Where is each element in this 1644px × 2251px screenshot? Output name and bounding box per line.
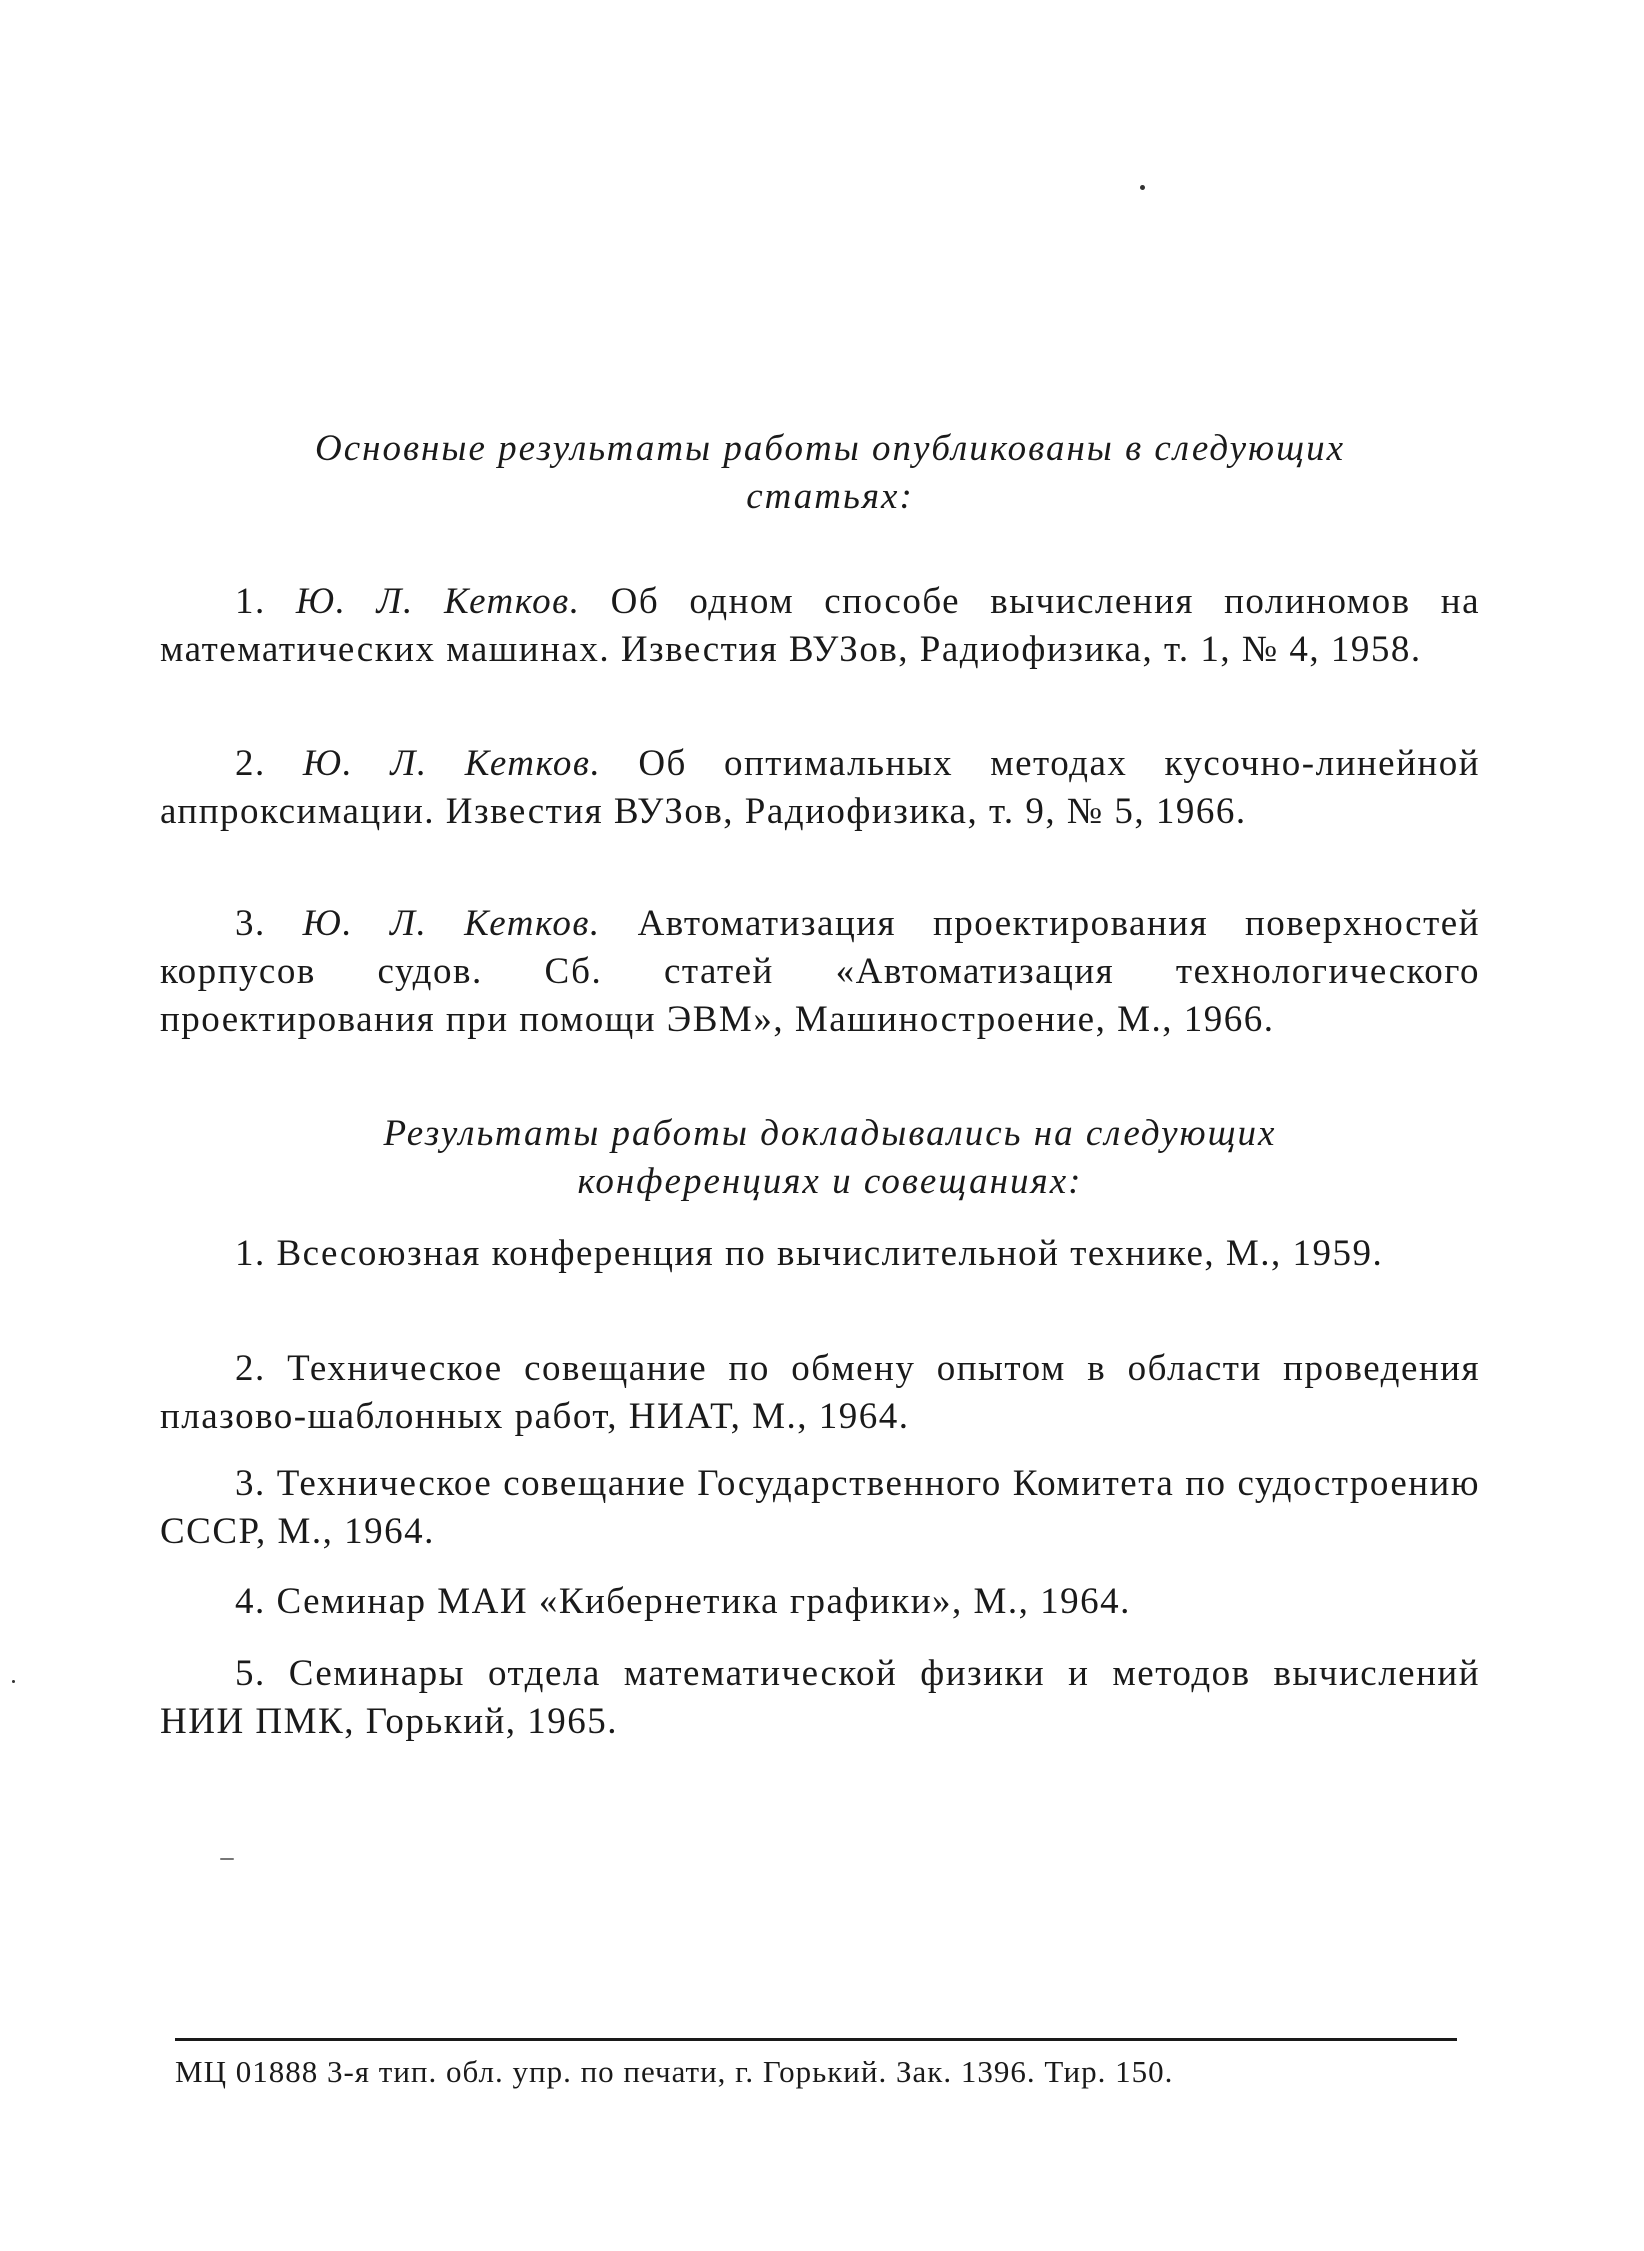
publication-author: Ю. Л. Кетков. <box>295 581 581 622</box>
scan-speck <box>12 1680 15 1683</box>
publication-item <box>160 900 1480 1044</box>
conference-item <box>160 1578 1480 1626</box>
conferences-heading <box>180 1110 1480 1206</box>
publications-heading-line-1: Основные результаты работы опубликованы в следующих <box>314 428 1346 469</box>
publication-text: Об оптимальных методах кусочно-линейной аппроксимации. Известия ВУЗов, Радиофизика, т. 9, № 5, 1966. <box>160 743 1481 832</box>
conference-item <box>160 1650 1480 1746</box>
publication-text: Автоматизация проектирования поверхностей корпусов судов. Сб. статей «Автоматизация технологического проектирования при помощи ЭВМ», Машиностроение, М., 1966. <box>160 903 1481 1040</box>
conference-number: 1. <box>235 1233 266 1274</box>
publication-item <box>160 578 1480 674</box>
publication-number: 3. <box>235 903 266 944</box>
scan-speck <box>220 1858 234 1860</box>
conference-number: 3. <box>235 1463 266 1504</box>
conference-text: Всесоюзная конференция по вычислительной технике, М., 1959. <box>276 1233 1384 1274</box>
publication-number: 1. <box>235 581 266 622</box>
publication-number: 2. <box>235 743 266 784</box>
printing-imprint: МЦ 01888 3-я тип. обл. упр. по печати, г. Горький. Зак. 1396. Тир. 150. <box>175 2054 1174 2089</box>
publication-author: Ю. Л. Кетков. <box>302 903 601 944</box>
conference-item <box>160 1345 1480 1441</box>
conference-text: Семинар МАИ «Кибернетика графики», М., 1964. <box>276 1581 1131 1622</box>
scan-speck <box>1140 185 1145 190</box>
publication-author: Ю. Л. Кетков. <box>302 743 602 784</box>
conference-number: 4. <box>235 1581 266 1622</box>
conferences-heading-line-1: Результаты работы докладывались на следующих <box>383 1113 1277 1154</box>
conference-number: 5. <box>235 1653 266 1694</box>
publication-text: Об одном способе вычисления полиномов на математических машинах. Известия ВУЗов, Радиофизика, т. 1, № 4, 1958. <box>160 581 1481 670</box>
conferences-heading-line-2: конференциях и совещаниях: <box>577 1161 1083 1202</box>
publication-item <box>160 740 1480 836</box>
conference-item <box>160 1230 1480 1278</box>
conference-item <box>160 1460 1480 1556</box>
publications-heading <box>180 425 1480 521</box>
publications-heading-line-2: статьях: <box>746 476 914 517</box>
conference-text: Техническое совещание Государственного Комитета по судостроению СССР, М., 1964. <box>160 1463 1480 1552</box>
conference-text: Техническое совещание по обмену опытом в области проведения плазово-шаблонных работ, НИАТ, М., 1964. <box>160 1348 1481 1437</box>
imprint-divider <box>175 2038 1457 2041</box>
conference-number: 2. <box>235 1348 266 1389</box>
conference-text: Семинары отдела математической физики и методов вычислений НИИ ПМК, Горький, 1965. <box>160 1653 1481 1742</box>
